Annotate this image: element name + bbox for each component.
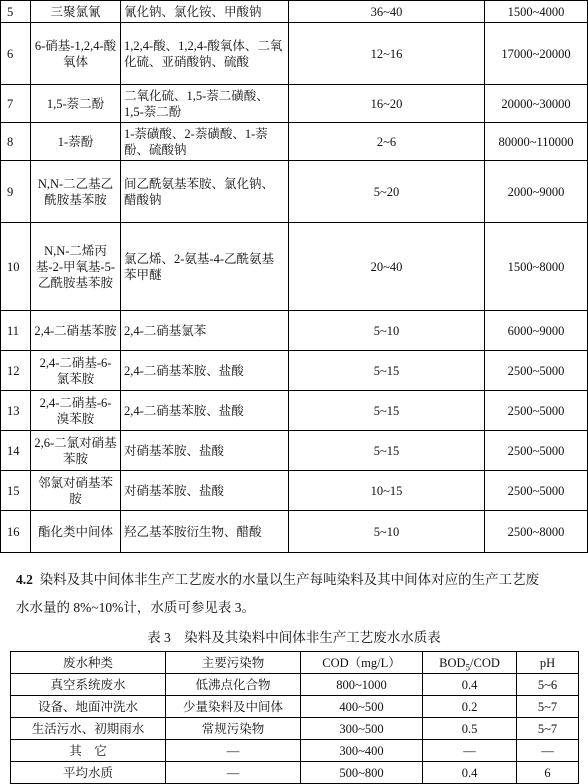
section-paragraph-line2 (16, 596, 582, 620)
range-value: 6000~9000 (485, 311, 588, 351)
bod-cod-value: 0.4 (423, 762, 517, 784)
substance-name: 6-硝基-1,2,4-酸氧体 (31, 23, 121, 85)
row-number: 10 (1, 223, 31, 311)
table3-caption: 表 3 染料及其染料中间体非生产工艺废水水质表 (147, 630, 441, 645)
section-text-line2: 水水量的 8%~10%计，水质可参见表 3。 (16, 600, 256, 615)
main-pollutant: 低沸点化合物 (166, 674, 301, 696)
cod-value: 5~15 (289, 351, 485, 391)
range-value: 17000~20000 (485, 23, 588, 85)
bod-cod-value: 0.4 (423, 674, 517, 696)
cod-value: 400~500 (301, 696, 423, 718)
wastewater-type: 平均水质 (11, 762, 166, 784)
main-pollutants: 对硝基苯胺、盐酸 (121, 431, 289, 471)
main-pollutants: 二氧化硫、1,5-萘二磺酸、1,5-萘二酚 (121, 85, 289, 123)
ph-value: 6 (517, 762, 579, 784)
substance-name: 2,4-二硝基-6-溴苯胺 (31, 391, 121, 431)
table-header-row (11, 652, 579, 674)
main-pollutants: 羟乙基苯胺衍生物、醋酸 (121, 511, 289, 553)
header-ph: pH (517, 652, 579, 674)
ph-value: 5~7 (517, 718, 579, 740)
cod-value: 10~15 (289, 471, 485, 511)
row-number: 14 (1, 431, 31, 471)
row-number: 7 (1, 85, 31, 123)
table-row (1, 161, 588, 223)
table-row (1, 123, 588, 161)
row-number: 6 (1, 23, 31, 85)
substance-name: 2,4-二硝基-6-氯苯胺 (31, 351, 121, 391)
main-pollutants: 1,2,4-酸、1,2,4-酸氧体、二氧化硫、亚硝酸钠、硫酸 (121, 23, 289, 85)
bod-cod-value: — (423, 740, 517, 762)
wastewater-type: 其 它 (11, 740, 166, 762)
range-value: 2500~5000 (485, 351, 588, 391)
header-wastewater-type: 废水种类 (11, 652, 166, 674)
cod-value: 5~10 (289, 511, 485, 553)
bod-cod-value: 0.5 (423, 718, 517, 740)
row-number: 16 (1, 511, 31, 553)
row-number: 15 (1, 471, 31, 511)
table-row (1, 471, 588, 511)
row-number: 13 (1, 391, 31, 431)
substance-name: 1-萘酚 (31, 123, 121, 161)
table-row (1, 223, 588, 311)
cod-value: 36~40 (289, 1, 485, 23)
table-row (1, 351, 588, 391)
cod-value: 500~800 (301, 762, 423, 784)
table-row (1, 1, 588, 23)
cod-value: 5~20 (289, 161, 485, 223)
range-value: 20000~30000 (485, 85, 588, 123)
range-value: 1500~4000 (485, 1, 588, 23)
table-row (1, 391, 588, 431)
table-row (1, 23, 588, 85)
range-value: 2500~5000 (485, 431, 588, 471)
table-row (1, 431, 588, 471)
range-value: 2500~8000 (485, 511, 588, 553)
cod-value: 5~10 (289, 311, 485, 351)
cod-value: 300~500 (301, 718, 423, 740)
range-value: 80000~110000 (485, 123, 588, 161)
main-pollutants: 1-萘磺酸、2-萘磺酸、1-萘酚、硫酸钠 (121, 123, 289, 161)
range-value: 2500~5000 (485, 471, 588, 511)
main-pollutant: 常规污染物 (166, 718, 301, 740)
substance-name: 2,6-二氯对硝基苯胺 (31, 431, 121, 471)
table-row (11, 740, 579, 762)
row-number: 12 (1, 351, 31, 391)
bod-cod-value: 0.2 (423, 696, 517, 718)
cod-value: 16~20 (289, 85, 485, 123)
section-paragraph-line1 (16, 568, 582, 592)
range-value: 2500~5000 (485, 391, 588, 431)
main-pollutant: 少量染料及中间体 (166, 696, 301, 718)
main-pollutant: — (166, 762, 301, 784)
main-pollutants: 氯乙烯、2-氨基-4-乙酰氨基苯甲醚 (121, 223, 289, 311)
cod-value: 20~40 (289, 223, 485, 311)
main-pollutants: 间乙酰氨基苯胺、氯化钠、醋酸钠 (121, 161, 289, 223)
section-text-line1: 染料及其中间体非生产工艺废水的水量以生产每吨染料及其中间体对应的生产工艺废 (39, 572, 540, 587)
header-bod-cod: $BOD_5$/COD (423, 652, 517, 674)
table-row (1, 311, 588, 351)
non-process-wastewater-table (10, 651, 579, 784)
row-number: 11 (1, 311, 31, 351)
wastewater-type: 设备、地面冲洗水 (11, 696, 166, 718)
main-pollutants: 2,4-二硝基苯胺、盐酸 (121, 391, 289, 431)
substance-name: 2,4-二硝基苯胺 (31, 311, 121, 351)
range-value: 1500~8000 (485, 223, 588, 311)
substance-name: 酯化类中间体 (31, 511, 121, 553)
ph-value: 5~6 (517, 674, 579, 696)
ph-value: 5~7 (517, 696, 579, 718)
row-number: 5 (1, 1, 31, 23)
main-pollutants: 2,4-二硝基氯苯 (121, 311, 289, 351)
row-number: 9 (1, 161, 31, 223)
main-pollutants: 对硝基苯胺、盐酸 (121, 471, 289, 511)
table-row (1, 85, 588, 123)
table-row (11, 718, 579, 740)
substance-name: 1,5-萘二酚 (31, 85, 121, 123)
wastewater-type: 真空系统废水 (11, 674, 166, 696)
range-value: 2000~9000 (485, 161, 588, 223)
substance-name: 邻氯对硝基苯胺 (31, 471, 121, 511)
main-pollutants: 氰化钠、氯化铵、甲酸钠 (121, 1, 289, 23)
table-row (11, 762, 579, 784)
cod-value: 5~15 (289, 391, 485, 431)
wastewater-type: 生活污水、初期雨水 (11, 718, 166, 740)
cod-value: 5~15 (289, 431, 485, 471)
main-pollutants: 2,4-二硝基苯胺、盐酸 (121, 351, 289, 391)
table-row (11, 674, 579, 696)
table-row (11, 696, 579, 718)
cod-value: 12~16 (289, 23, 485, 85)
substance-name: 三聚氯氰 (31, 1, 121, 23)
row-number: 8 (1, 123, 31, 161)
ph-value: — (517, 740, 579, 762)
header-cod: COD（mg/L） (301, 652, 423, 674)
section-number: 4.2 (16, 572, 33, 587)
substance-name: N,N-二乙基乙酰胺基苯胺 (31, 161, 121, 223)
table-row (1, 511, 588, 553)
cod-value: 300~400 (301, 740, 423, 762)
cod-value: 2~6 (289, 123, 485, 161)
substance-name: N,N-二烯丙基-2-甲氧基-5-乙酰胺基苯胺 (31, 223, 121, 311)
header-main-pollutant: 主要污染物 (166, 652, 301, 674)
main-pollutant: — (166, 740, 301, 762)
cod-value: 800~1000 (301, 674, 423, 696)
